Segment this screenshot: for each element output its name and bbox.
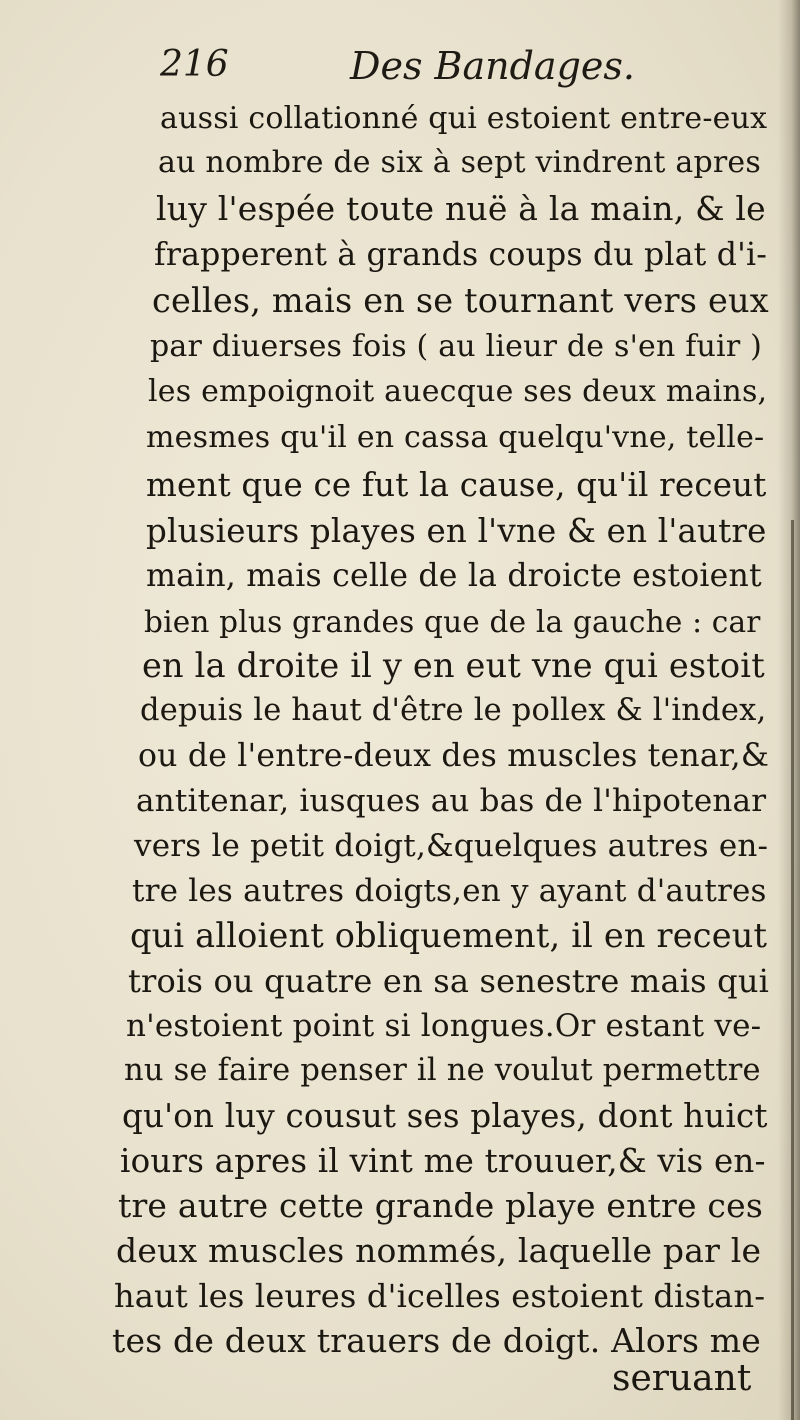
running-title: Des Bandages. [350, 44, 635, 88]
text-line: plusieurs playes en l'vne & en l'autre [146, 512, 767, 550]
text-line: les empoignoit auecque ses deux mains, [148, 374, 768, 409]
text-line: main, mais celle de la droicte estoient [146, 558, 762, 594]
page-number: 216 [160, 44, 229, 85]
text-line: frapperent à grands coups du plat d'i- [154, 237, 768, 273]
text-line: tes de deux trauers de doigt. Alors me [112, 1321, 761, 1360]
text-line: par diuerses fois ( au lieur de s'en fuir ) [150, 329, 763, 364]
text-line: trois ou quatre en sa senestre mais qui [128, 962, 770, 1000]
text-line: nu se faire penser il ne voulut permettre [124, 1053, 761, 1088]
text-line: qui alloient obliquement, il en receut [130, 916, 768, 955]
text-line: bien plus grandes que de la gauche : car [144, 605, 761, 639]
text-line: aussi collationné qui estoient entre-eux [160, 101, 768, 136]
text-line: haut les leures d'icelles estoient distan- [114, 1277, 766, 1315]
text-line: antitenar, iusques au bas de l'hipotenar [136, 783, 767, 819]
text-line: iours apres il vint me trouuer,& vis en- [120, 1142, 766, 1180]
text-line: au nombre de six à sept vindrent apres [158, 145, 761, 180]
text-line: en la droite il y en eut vne qui estoit [142, 646, 765, 685]
text-line: celles, mais en se tournant vers eux [152, 281, 769, 320]
text-line: qu'on luy cousut ses playes, dont huict [122, 1097, 768, 1135]
text-line: mesmes qu'il en cassa quelqu'vne, telle- [146, 420, 765, 455]
text-line: luy l'espée toute nuë à la main, & le [156, 189, 766, 228]
text-line: deux muscles nommés, laquelle par le [116, 1231, 762, 1270]
text-line: tre autre cette grande playe entre ces [118, 1186, 763, 1225]
text-line: ment que ce fut la cause, qu'il receut [146, 466, 767, 504]
catchword: seruant [612, 1358, 752, 1399]
body-text [0, 95, 800, 1415]
text-line: depuis le haut d'être le pollex & l'index, [140, 693, 767, 728]
text-line: n'estoient point si longues.Or estant ve- [126, 1008, 762, 1044]
text-line: ou de l'entre-deux des muscles tenar,& [138, 738, 770, 774]
text-line: tre les autres doigts,en y ayant d'autres [132, 873, 767, 909]
page-header [160, 44, 635, 100]
text-line: vers le petit doigt,&quelques autres en- [134, 828, 769, 864]
